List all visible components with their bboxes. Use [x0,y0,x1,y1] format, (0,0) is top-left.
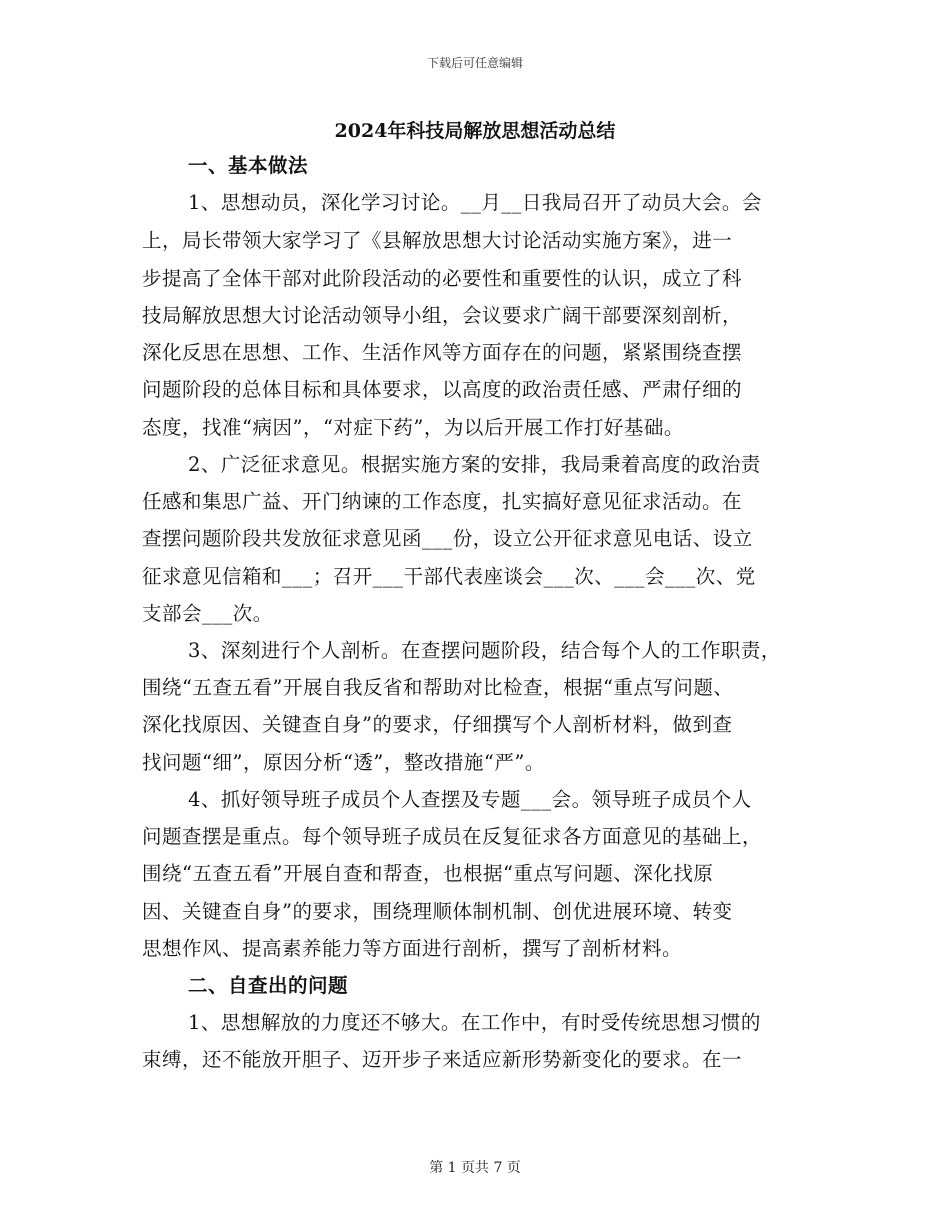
paragraph-line: 问题阶段的总体目标和具体要求，以高度的政治责任感、严肃仔细的 [142,378,743,401]
paragraph-line: 问题查摆是重点。每个领导班子成员在反复征求各方面意见的基础上， [142,825,763,848]
paragraph-line: 找问题“细”，原因分析“透”，整改措施“严”。 [142,751,545,774]
paragraph-line: 因、关键查自身”的要求，围绕理顺体制机制、创优进展环境、转变 [142,900,733,923]
paragraph-line: 上，局长带领大家学习了《县解放思想大讨论活动实施方案》，进一 [142,229,733,252]
page-title: 2024年科技局解放思想活动总结 [334,120,616,142]
section-heading: 二、自查出的问题 [188,974,349,997]
paragraph-line: 4、抓好领导班子成员个人查摆及专题___会。领导班子成员个人 [188,788,752,811]
paragraph-line: 步提高了全体干部对此阶段活动的必要性和重要性的认识，成立了科 [142,267,743,290]
paragraph-line: 支部会___次。 [142,602,273,625]
paragraph-line: 技局解放思想大讨论活动领导小组，会议要求广阔干部要深刻剖析， [142,304,743,327]
section-heading: 一、基本做法 [188,154,309,177]
paragraph-line: 深化找原因、关键查自身”的要求，仔细撰写个人剖析材料，做到查 [142,713,733,736]
paragraph-line: 深化反思在思想、工作、生活作风等方面存在的问题，紧紧围绕查摆 [142,341,743,364]
paragraph-line: 查摆问题阶段共发放征求意见函___份，设立公开征求意见电话、设立 [142,527,753,550]
paragraph-line: 态度，找准“病因”，“对症下药”，为以后开展工作打好基础。 [142,416,684,439]
paragraph-line: 3、深刻进行个人剖析。在查摆问题阶段，结合每个人的工作职责， [188,639,781,662]
paragraph-line: 围绕“五查五看”开展自查和帮查，也根据“重点写问题、深化找原 [142,862,714,885]
paragraph-line: 束缚，还不能放开胆子、迈开步子来适应新形势新变化的要求。在一 [142,1048,743,1071]
paragraph-line: 2、广泛征求意见。根据实施方案的安排，我局秉着高度的政治责 [188,453,761,476]
paragraph-line: 1、思想动员，深化学习讨论。__月__日我局召开了动员大会。会 [188,191,762,214]
page-footer: 第 1 页共 7 页 [429,1160,521,1176]
paragraph-line: 思想作风、提高素养能力等方面进行剖析，撰写了剖析材料。 [142,937,683,960]
paragraph-line: 任感和集思广益、开门纳谏的工作态度，扎实搞好意见征求活动。在 [142,490,743,513]
header-note: 下载后可任意编辑 [426,56,523,70]
paragraph-line: 围绕“五查五看”开展自我反省和帮助对比检查，根据“重点写问题、 [142,676,734,699]
paragraph-line: 1、思想解放的力度还不够大。在工作中，有时受传统思想习惯的 [188,1011,761,1034]
paragraph-line: 征求意见信箱和___；召开___干部代表座谈会___次、___会___次、党 [142,565,756,588]
